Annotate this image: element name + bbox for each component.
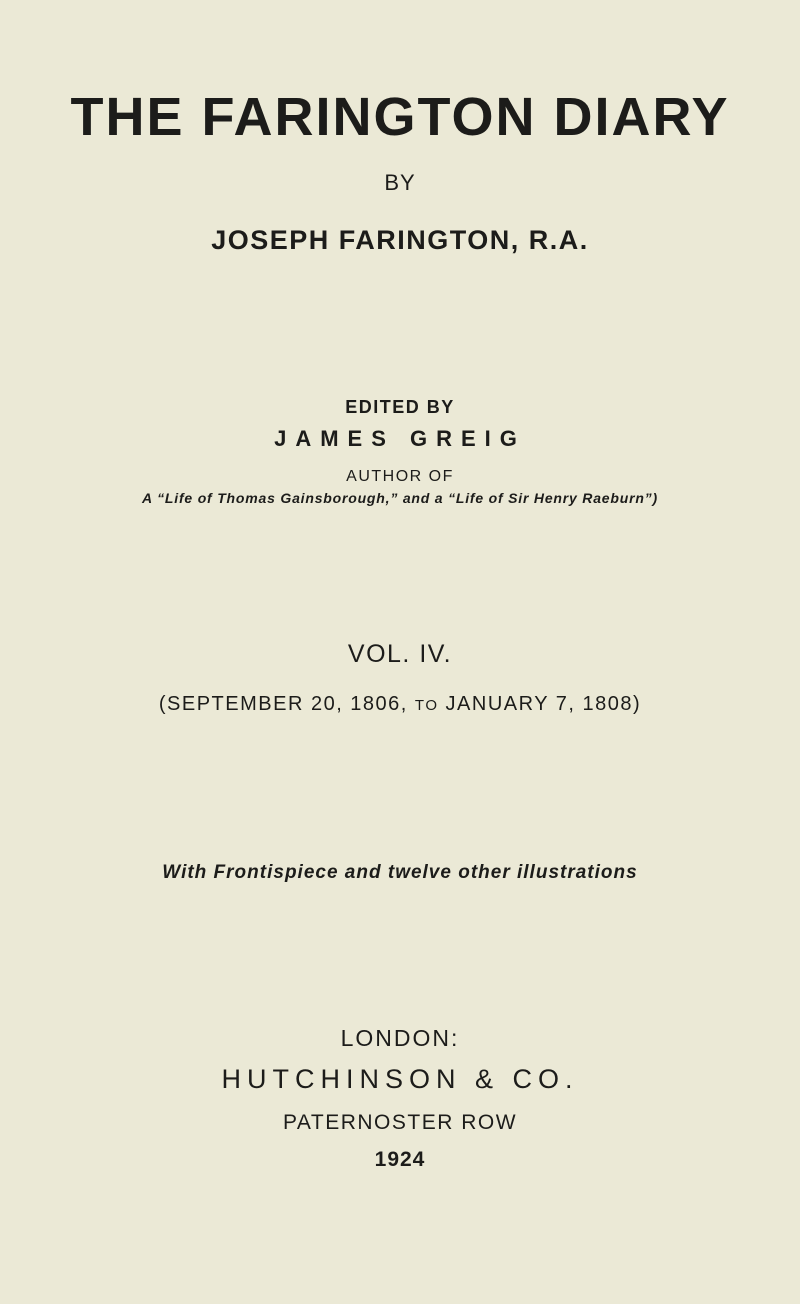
edited-by-label: EDITED BY (345, 397, 455, 417)
imprint-publisher: HUTCHINSON & CO. (221, 1064, 579, 1094)
date-range (0, 693, 800, 716)
author-of-label: AUTHOR OF (346, 468, 454, 485)
date-range-to: TO (414, 697, 439, 714)
imprint-street: PATERNOSTER ROW (282, 1111, 518, 1134)
illustrations-note: With Frontispiece and twelve other illustrations (162, 862, 638, 883)
date-range-end: JANUARY 7, 1808) (445, 693, 642, 715)
by-label: BY (384, 170, 416, 195)
imprint-city: LONDON: (340, 1025, 460, 1051)
date-range-start: (SEPTEMBER 20, 1806, (158, 693, 408, 715)
imprint-year: 1924 (374, 1148, 426, 1171)
volume-number: VOL. IV. (347, 640, 453, 668)
editor-name: JAMES GREIG (274, 426, 526, 451)
author-name: JOSEPH FARINGTON, R.A. (211, 225, 589, 255)
book-title: THE FARINGTON DIARY (70, 87, 730, 147)
editor-works: A “Life of Thomas Gainsborough,” and a “Life of Sir Henry Raeburn”) (142, 490, 658, 506)
